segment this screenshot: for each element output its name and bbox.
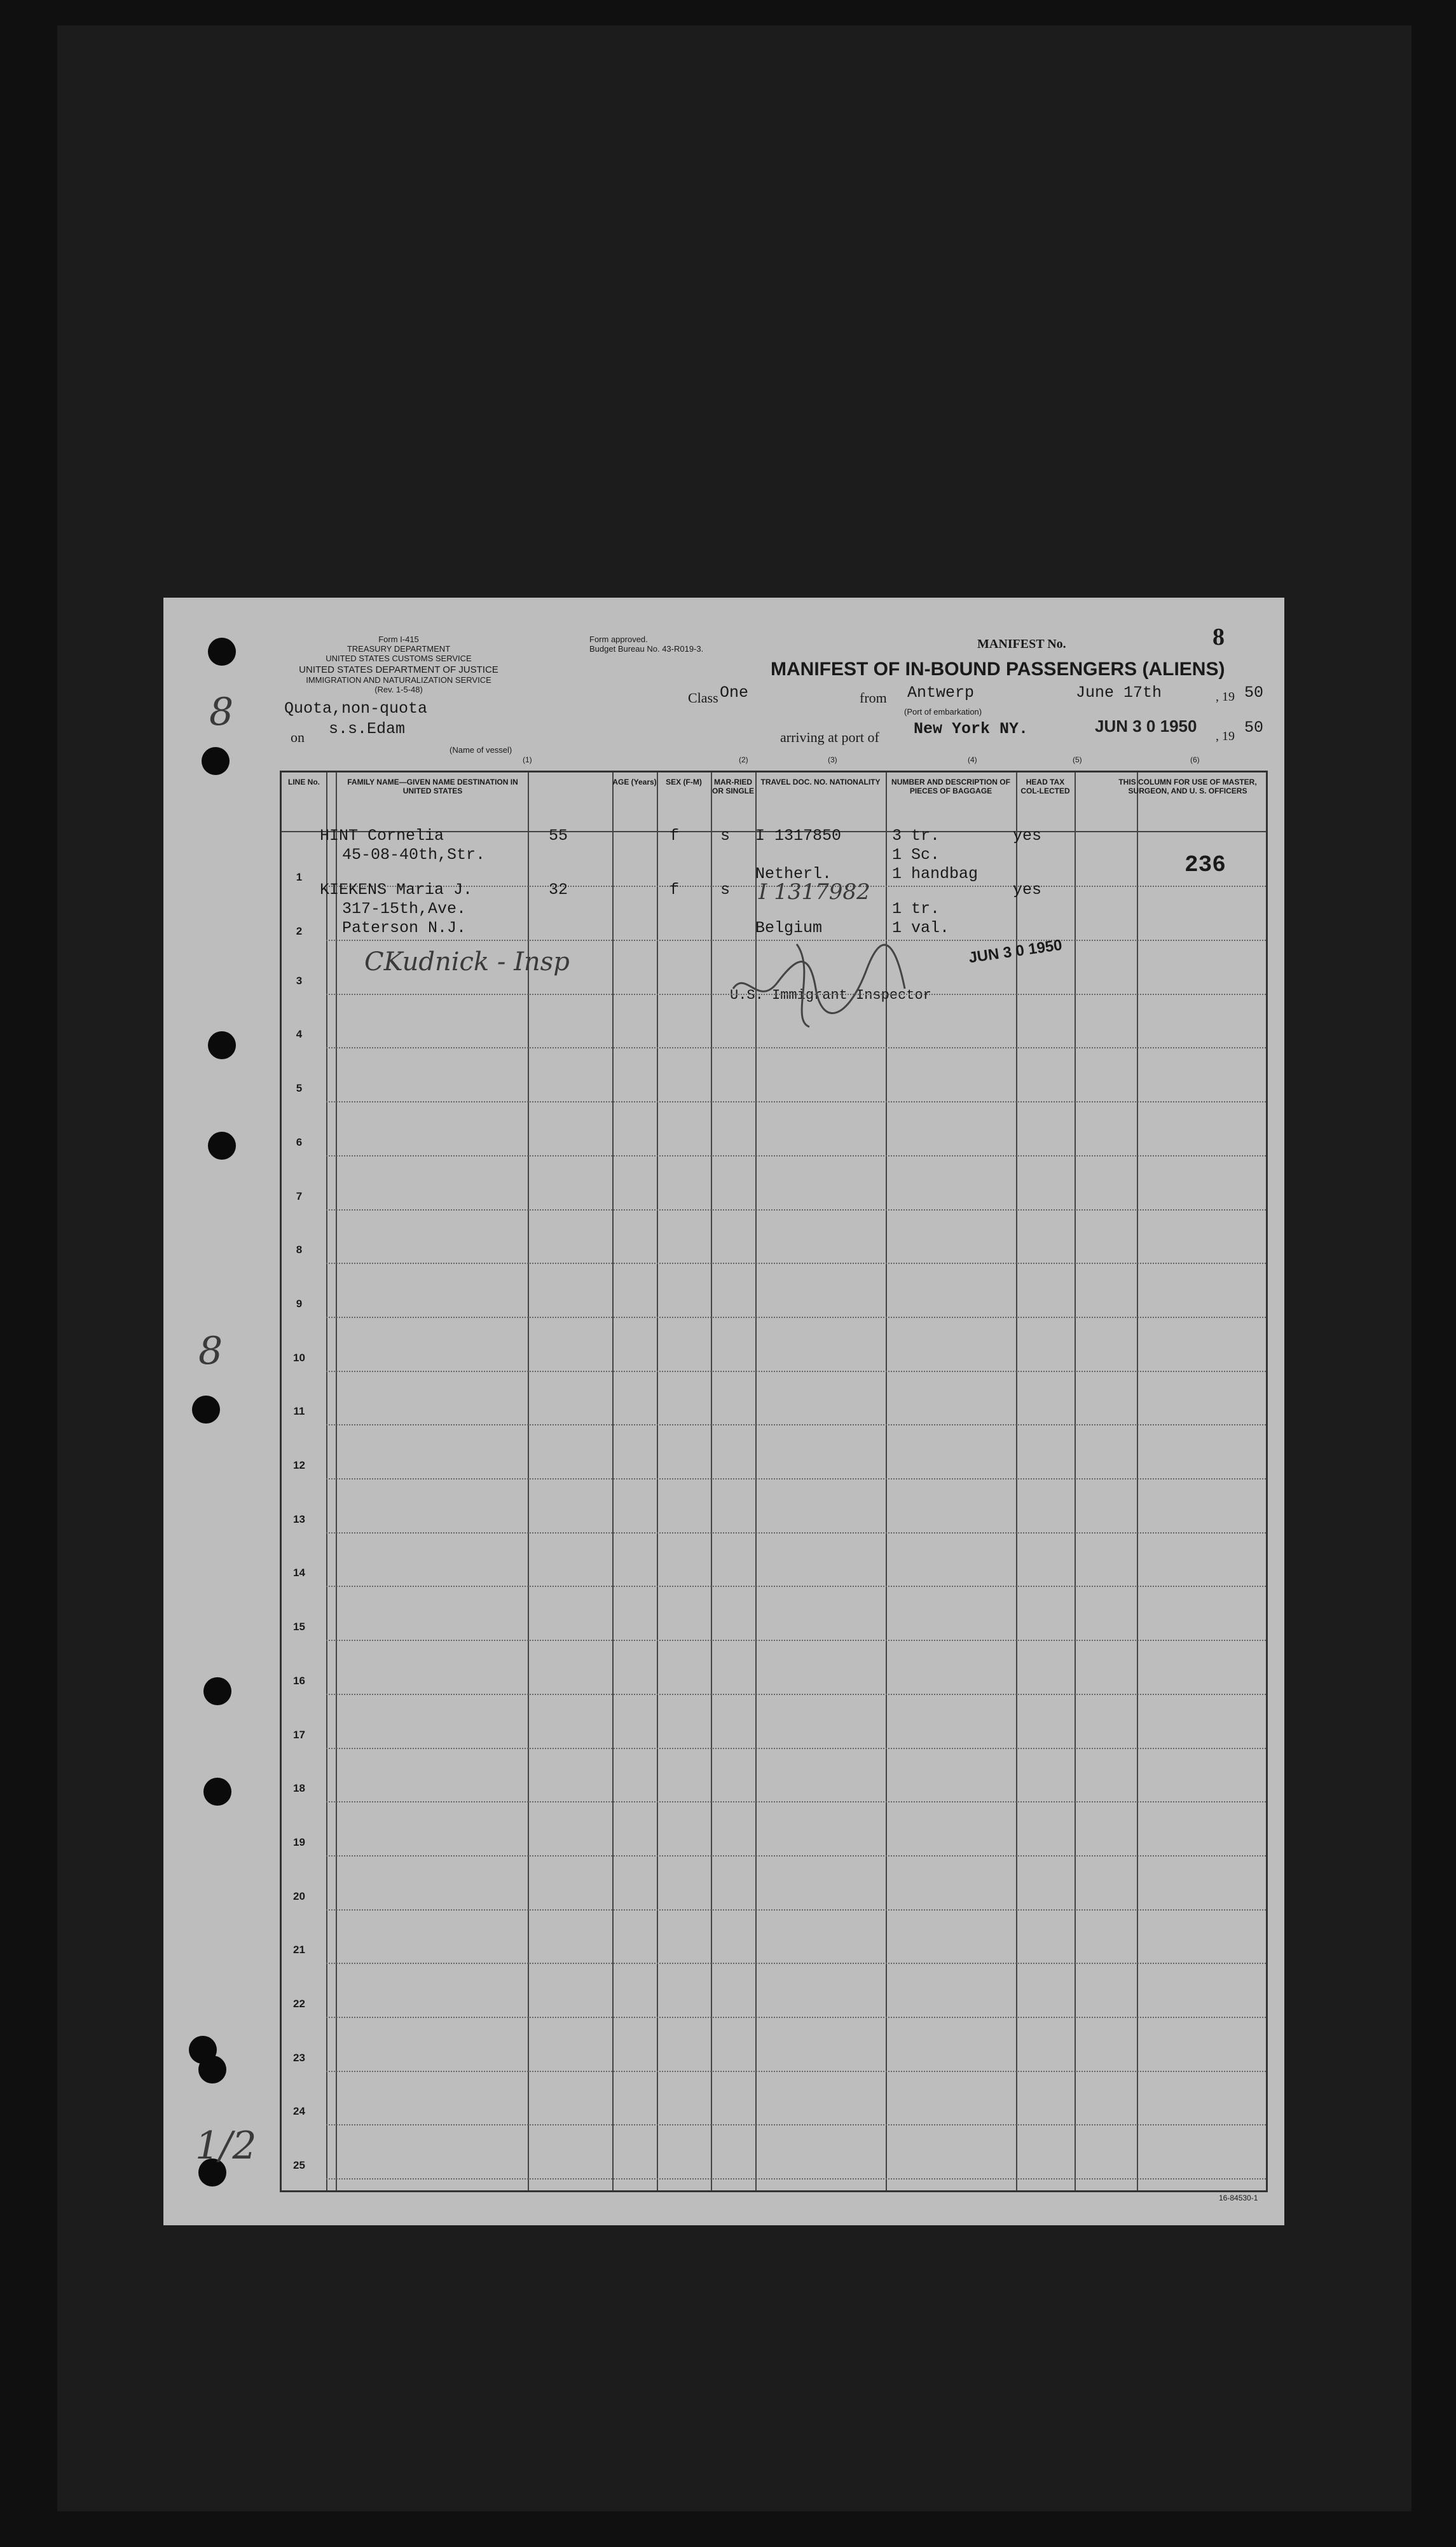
passenger-sex: f	[670, 881, 680, 899]
col-header-line: LINE No.	[288, 778, 320, 786]
year-suffix: , 19	[1216, 729, 1235, 743]
manifest-sheet	[163, 598, 1284, 2225]
arriving-label: arriving at port of	[780, 729, 879, 745]
baggage-item: 3 tr.	[892, 827, 940, 845]
col-header-travel: TRAVEL DOC. NO. NATIONALITY	[760, 778, 881, 786]
binder-hole	[208, 1031, 236, 1059]
line-number: 16	[293, 1674, 305, 1687]
row-separator	[326, 1155, 1266, 1157]
form-number: Form I-415	[378, 635, 419, 644]
row-separator	[326, 1532, 1266, 1534]
nationality: Netherl.	[755, 865, 832, 883]
row-separator	[326, 1855, 1266, 1857]
passenger-name: KIEKENS Maria J.	[320, 881, 473, 899]
arrival-stamp: JUN 3 0 1950	[1095, 717, 1197, 736]
row-separator	[326, 1909, 1266, 1911]
line-number: 10	[293, 1351, 305, 1364]
treasury-dept: TREASURY DEPARTMENT	[347, 644, 451, 654]
row-separator	[326, 1101, 1266, 1102]
passenger-marital: s	[720, 881, 731, 899]
inspector-signature: CKudnick - Insp	[364, 947, 570, 977]
manifest-number: 8	[1212, 624, 1225, 650]
row-separator	[326, 2017, 1266, 2018]
line-number: 4	[296, 1028, 303, 1041]
embarkation-label: (Port of embarkation)	[904, 707, 982, 717]
line-number: 13	[293, 1513, 305, 1525]
row-separator	[326, 2178, 1266, 2180]
year-suffix: , 19	[1216, 690, 1235, 704]
line-number: 5	[296, 1082, 303, 1095]
inspector-title: U.S. Immigrant Inspector	[730, 987, 931, 1003]
row-separator	[326, 1963, 1266, 1964]
revision: (Rev. 1-5-48)	[374, 685, 423, 694]
col-number: (2)	[739, 755, 748, 764]
line-number: 24	[293, 2105, 305, 2118]
line-number: 3	[296, 974, 303, 987]
sailing-date: June 17th	[1076, 683, 1162, 702]
margin-mark: 1/2	[195, 2124, 257, 2168]
line-number: 7	[296, 1190, 303, 1202]
binder-hole	[208, 638, 236, 666]
baggage-item: 1 tr.	[892, 900, 940, 918]
binder-hole	[203, 1677, 231, 1705]
row-separator	[326, 994, 1266, 995]
form-code: 16-84530-1	[1219, 2193, 1258, 2202]
row-separator	[326, 1209, 1266, 1211]
passenger-address: 317-15th,Ave.	[342, 900, 467, 918]
binder-hole	[202, 747, 230, 775]
row-separator	[326, 1640, 1266, 1641]
manifest-title: MANIFEST OF IN-BOUND PASSENGERS (ALIENS)	[771, 659, 1225, 680]
col-number: (5)	[1073, 755, 1082, 764]
from-label: from	[860, 690, 887, 706]
travel-doc: I 1317850	[755, 827, 842, 845]
col-header-baggage: NUMBER AND DESCRIPTION OF PIECES OF BAGGAGE	[891, 778, 1010, 795]
ins-service: IMMIGRATION AND NATURALIZATION SERVICE	[306, 675, 491, 685]
col-header-age: AGE (Years)	[612, 778, 657, 786]
line-number: 23	[293, 2051, 305, 2064]
row-separator	[326, 1424, 1266, 1425]
col-number: (4)	[968, 755, 977, 764]
line-number: 2	[296, 925, 303, 937]
customs-service: UNITED STATES CUSTOMS SERVICE	[326, 654, 472, 663]
row-separator	[326, 2124, 1266, 2125]
row-separator	[326, 1371, 1266, 1372]
embarkation-port: Antwerp	[907, 683, 975, 702]
inspection-stamp: JUN 3 0 1950	[967, 936, 1064, 967]
margin-mark: 8	[209, 690, 234, 734]
line-number: 14	[293, 1567, 305, 1579]
passenger-marital: s	[720, 827, 731, 845]
line-number: 19	[293, 1836, 305, 1848]
binder-hole	[192, 1396, 220, 1424]
line-number: 22	[293, 1998, 305, 2010]
head-tax: yes	[1013, 827, 1042, 845]
binder-hole	[203, 1778, 231, 1806]
arrival-port: New York NY.	[914, 720, 1029, 738]
passenger-table	[280, 771, 1268, 2192]
line-number: 9	[296, 1297, 303, 1310]
row-separator	[326, 2071, 1266, 2072]
baggage-item: 1 val.	[892, 919, 950, 937]
col-header-name: FAMILY NAME—GIVEN NAME DESTINATION IN UNITED STATES	[347, 778, 518, 795]
binder-hole	[208, 1132, 236, 1160]
passenger-sex: f	[670, 827, 680, 845]
line-number: 1	[296, 871, 303, 883]
col-header-tax: HEAD TAX COL-LECTED	[1020, 778, 1070, 795]
on-label: on	[291, 729, 305, 745]
line-number: 17	[293, 1728, 305, 1741]
baggage-item: 1 handbag	[892, 865, 979, 883]
col-header-officers: THIS COLUMN FOR USE OF MASTER, SURGEON, AND U. S. OFFICERS	[1118, 778, 1257, 795]
head-tax: yes	[1013, 881, 1042, 899]
nationality: Belgium	[755, 919, 823, 937]
col-header-sex: SEX (F-M)	[666, 778, 702, 786]
quota-status: Quota,non-quota	[284, 699, 428, 718]
line-number: 18	[293, 1782, 305, 1795]
line-number: 12	[293, 1459, 305, 1471]
line-number: 6	[296, 1136, 303, 1148]
form-approved: Form approved.	[589, 635, 648, 644]
row-separator	[326, 1317, 1266, 1318]
passenger-age: 32	[549, 881, 568, 899]
row-separator	[326, 1586, 1266, 1587]
row-separator	[326, 1694, 1266, 1695]
passenger-age: 55	[549, 827, 568, 845]
col-number: (6)	[1190, 755, 1200, 764]
passenger-address: Paterson N.J.	[342, 919, 467, 937]
line-number: 11	[293, 1405, 305, 1418]
line-number: 25	[293, 2159, 305, 2172]
col-header-married: MAR-RIED OR SINGLE	[711, 778, 754, 795]
passenger-address: 45-08-40th,Str.	[342, 846, 486, 864]
vessel-label: (Name of vessel)	[450, 745, 512, 755]
row-separator	[326, 1263, 1266, 1264]
officer-note: 236	[1185, 852, 1226, 878]
row-separator	[326, 1801, 1266, 1802]
line-number: 21	[293, 1944, 305, 1956]
budget-bureau: Budget Bureau No. 43-R019-3.	[589, 644, 704, 654]
year-value: 50	[1244, 683, 1264, 702]
baggage-item: 1 Sc.	[892, 846, 940, 864]
row-separator	[326, 1478, 1266, 1479]
manifest-label: MANIFEST No.	[977, 637, 1066, 651]
line-number: 8	[296, 1244, 303, 1256]
margin-mark: 8	[198, 1329, 223, 1373]
signature-scribble	[720, 931, 911, 1033]
vessel-name: s.s.Edam	[329, 720, 406, 738]
year-value: 50	[1244, 718, 1264, 737]
row-separator	[326, 1748, 1266, 1749]
justice-dept: UNITED STATES DEPARTMENT OF JUSTICE	[299, 664, 498, 675]
line-number: 15	[293, 1621, 305, 1633]
passenger-name: HINT Cornelia	[320, 827, 444, 845]
row-separator	[326, 1047, 1266, 1048]
binder-hole	[198, 2056, 226, 2084]
class-value: One	[720, 683, 749, 702]
travel-doc: I 1317982	[759, 879, 870, 905]
line-number: 20	[293, 1890, 305, 1902]
col-number: (1)	[523, 755, 532, 764]
class-label: Class	[688, 690, 718, 706]
col-number: (3)	[828, 755, 837, 764]
